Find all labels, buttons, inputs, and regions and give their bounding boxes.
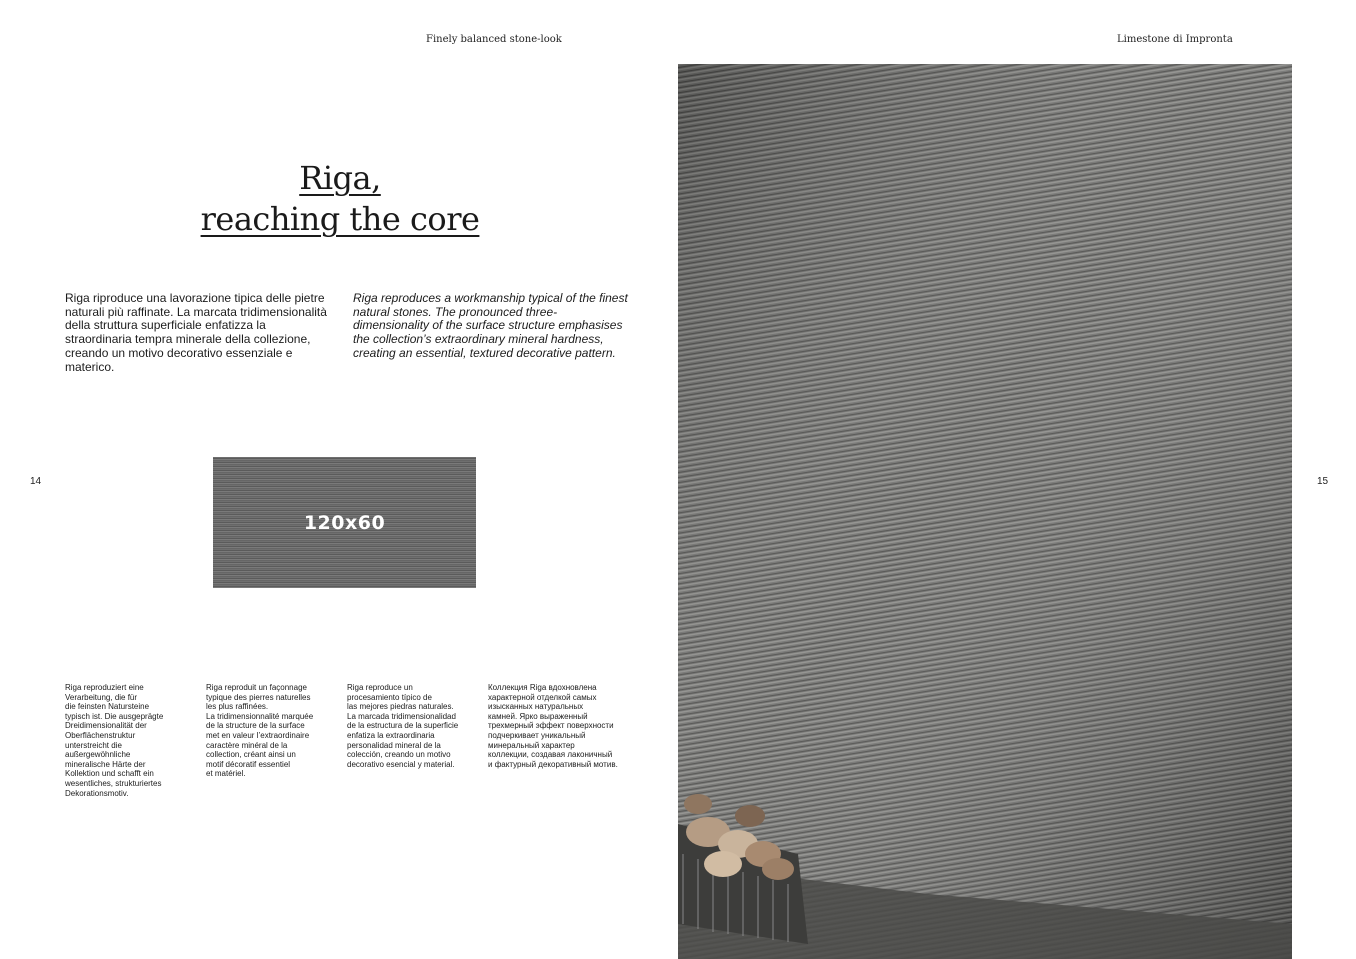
text-russian: Коллекция Riga вдохновлена характерной отделкой самых изысканных натуральных камней. Ярко выраженный трехмерный эффект поверхности подчеркивает уникальный минеральный характер коллекции, создавая лаконичный и фактурный декоративный мотив.	[488, 683, 618, 769]
running-head-right: Limestone di Impronta	[1117, 34, 1233, 45]
page-number-left: 14	[30, 476, 42, 487]
ribbed-wall-illustration	[678, 64, 1292, 959]
page-title	[170, 158, 510, 240]
text-french: Riga reproduit un façonnage typique des pierres naturelles les plus raffinées. La tridimensionnalité marquée de la structure de la surface met en valeur l’extraordinaire caractère minéral de la collection, créant ainsi un motif décoratif essentiel et matériel.	[206, 683, 314, 779]
text-spanish: Riga reproduce un procesamiento típico de las mejores piedras naturales. La marcada tridimensionalidad de la estructura de la superficie enfatiza la extraordinaria personalidad mineral de la colección, creando un motivo decorativo esencial y material.	[347, 683, 459, 769]
tile-swatch	[213, 457, 476, 588]
intro-italian: Riga riproduce una lavorazione tipica delle pietre naturali più raffinate. La marcata tridimensionalità della struttura superficiale enfatizza la straordinaria tempra minerale della collezione, creando un motivo decorativo essenziale e materico.	[65, 291, 327, 374]
text-german: Riga reproduziert eine Verarbeitung, die für die feinsten Natursteine typisch ist. Die ausgeprägte Dreidimensionalität der Oberflächenstruktur unterstreicht die außergewöhnliche mineralische Härte der Kollektion und schafft ein wesentliches, strukturiertes Dekorationsmotiv.	[65, 683, 164, 798]
intro-english: Riga reproduces a workmanship typical of the finest natural stones. The pronounced three-dimensionality of the surface structure emphasises the collection’s extraordinary mineral hardness, creating an essential, textured decorative pattern.	[353, 291, 628, 360]
title-line-2: reaching the core	[200, 200, 480, 238]
tile-size-label: 120x60	[303, 511, 386, 534]
page-number-right: 15	[1317, 476, 1329, 487]
running-head-left: Finely balanced stone-look	[426, 34, 562, 45]
wall-photo	[678, 64, 1292, 959]
title-line-1: Riga,	[299, 159, 381, 197]
